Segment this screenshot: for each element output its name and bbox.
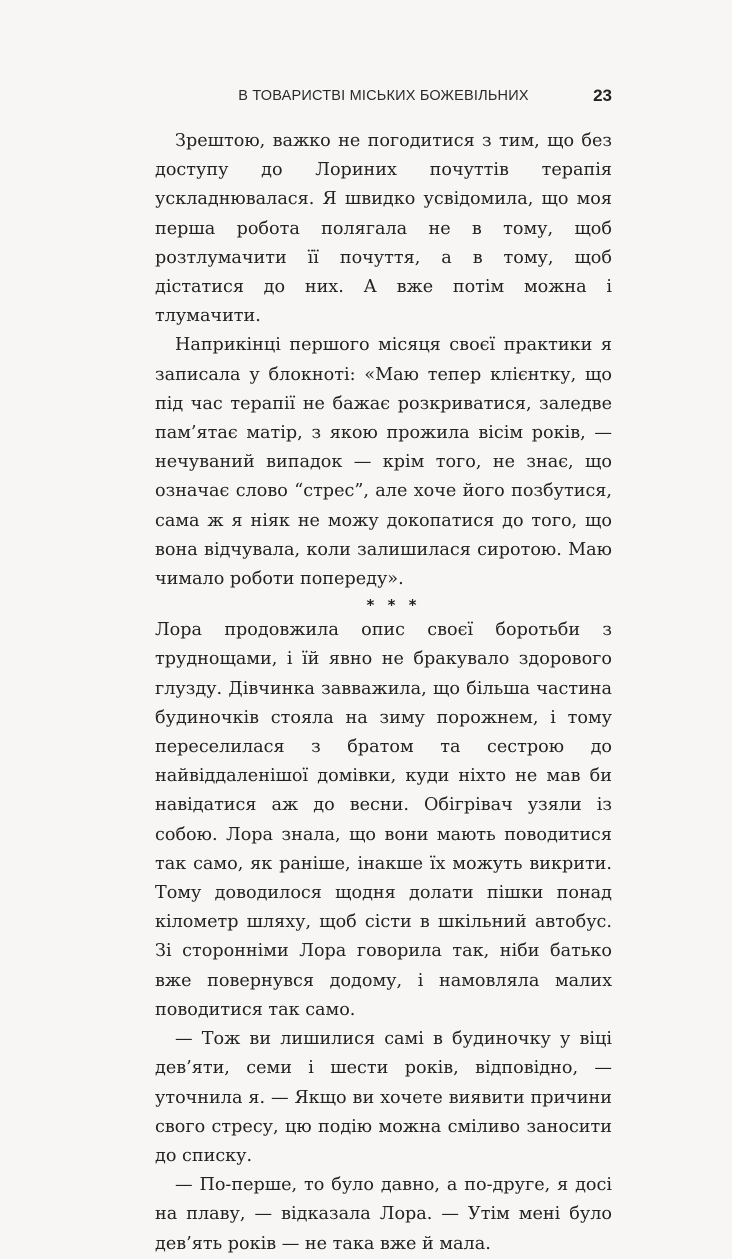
running-header [155,88,612,110]
paragraph-4: — Тож ви лишилися самі в будиночку у віці дев’яти, семи і шести років, відповідно, — уточнила я. — Якщо ви хочете виявити причини свого стресу, цю подію можна сміливо заносити до списку. [155,1029,612,1166]
page-number: 23 [593,86,612,105]
paragraph-5: — По-перше, то було давно, а по-друге, я досі на плаву, — відказала Лора. — Утім мені було дев’ять років — не така вже й мала. [155,1175,612,1254]
running-title: В ТОВАРИСТВІ МІСЬКИХ БОЖЕВІЛЬНИХ [238,88,529,104]
paragraph-3: Лора продовжила опис своєї боротьби з труднощами, і їй явно не бракувало здорового глузду. Дівчинка завважила, що більша частина будиночків стояла на зиму порожнем, і тому переселилася з братом та сестрою до найвіддаленішої домівки, куди ніхто не мав би навідатися аж до весни. Обігрівач узяли із собою. Лора знала, що вони мають поводитися так само, як раніше, інакше їх можуть викрити. Тому доводилося щодня долати пішки понад кілометр шляху, щоб сісти в шкільний автобус. Зі сторонніми Лора говорила так, ніби батько вже повернувся додому, і намовляла малих поводитися так само. [155,620,612,1020]
paragraph-2: Наприкінці першого місяця своєї практики я записала у блокноті: «Маю тепер клієнтку, що під час терапії не бажає розкриватися, заледве пам’ятає матір, з якою прожила вісім років, — нечуваний випадок — крім того, не знає, що означає слово “стрес”, але хоче його позбутися, сама ж я ніяк не можу докопатися до того, що вона відчувала, коли залишилася сиротою. Маю чимало роботи попереду». [155,335,612,590]
section-separator: * * * [366,596,421,615]
page-body [155,127,612,1259]
paragraph-1: Зрештою, важко не погодитися з тим, що без доступу до Лориних почуттів терапія ускладнювалася. Я швидко усвідомила, що моя перша робота полягала не в тому, щоб розтлумачити її почуття, а в тому, щоб дістатися до них. А вже потім можна і тлумачити. [155,131,612,327]
